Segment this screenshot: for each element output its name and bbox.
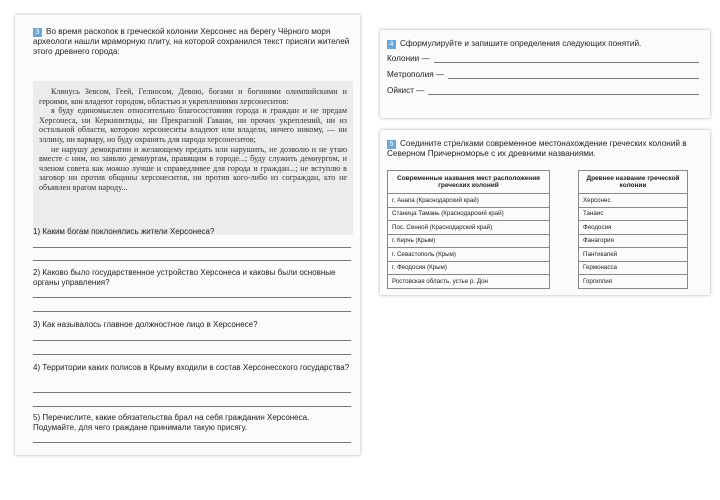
oath-paragraph-1: Клянусь Зевсом, Геей, Гелиосом, Девою, богами и богинями олимпийскими и героями, кои владеют городом, областью и укреплениями херсонеситов: [39,87,347,106]
ancient-names-table [578,170,688,289]
definition-row-metropolis[interactable] [387,70,699,79]
ancient-name-cell[interactable]: Фанагория [579,234,688,248]
ancient-name-cell[interactable]: Пантикапей [579,248,688,262]
answer-line[interactable] [33,297,351,298]
task-5-instruction [387,139,702,159]
ancient-name-cell[interactable]: Феодосия [579,221,688,235]
task-5-instruction-text: Соедините стрелками современное местонахождение греческих колоний в Северном Причерноморье с их древними названиями. [387,139,687,158]
answer-line[interactable] [33,392,351,393]
worksheet-page-task-4 [380,30,710,118]
ancient-name-cell[interactable]: Херсонес [579,194,688,208]
definition-row-colonies[interactable] [387,54,699,63]
answer-line[interactable] [428,86,699,95]
answer-line[interactable] [33,260,351,261]
oath-paragraph-3: не нарушу демократии и желающему предать или нарушить, не дозволю и не утаю вместе с ним, но заявлю демиургам, правящим в городе...; буду служить демиургом, и членом совета как можно лучше и справедливее для города и граждан...; не вступлю в заговор ни против общины херсонеситов, ни против кого-либо из сограждан, кто не объявлен врагом народу... [39,144,347,192]
term-label: Ойкист — [387,86,425,95]
worksheet-page-task-5 [380,130,710,295]
modern-location-cell[interactable]: г. Анапа (Краснодарский край) [388,194,550,208]
task-4-instruction [387,39,702,49]
answer-line[interactable] [33,442,351,443]
task-3-intro [33,27,355,57]
task-5-number: 5 [387,140,396,149]
oath-text-box [33,81,353,235]
oath-paragraph-2: я буду единомыслен относительно благосостояния города и граждан и не предам Херсонеса, ни Керкинитиды, ни Прекрасной Гавани, ни прочих укреплений, ни из остальной области, которою херсонеситы владеют или владели, ничего никому, — ни эллину, ни варвару, но буду охранять для народа херсонеситов; [39,106,347,144]
question-5: 5) Перечислите, какие обязательства брал на себя гражданин Херсонеса. Подумайте, для чего граждане принимали такую присягу. [33,413,310,432]
question-4: 4) Территории каких полисов в Крыму входили в состав Херсонесского государства? [33,363,350,372]
worksheet-page-task-3 [15,15,360,455]
question-2: 2) Каково было государственное устройство Херсонеса и каковы были основные органы управления? [33,268,336,287]
modern-location-cell[interactable]: г. Феодосия (Крым) [388,261,550,275]
term-label: Метрополия — [387,70,445,79]
ancient-name-cell[interactable]: Танаис [579,207,688,221]
answer-line[interactable] [33,340,351,341]
task-4-number: 4 [387,40,396,49]
definition-row-oikist[interactable] [387,86,699,95]
answer-line[interactable] [33,354,351,355]
modern-location-cell[interactable]: Пос. Сенной (Краснодарский край) [388,221,550,235]
answer-line[interactable] [33,406,351,407]
answer-line[interactable] [33,311,351,312]
ancient-name-cell[interactable]: Горгиппия [579,275,688,289]
modern-location-cell[interactable]: Станица Тамань (Краснодарский край) [388,207,550,221]
task-3-number: 3 [33,28,42,37]
ancient-name-cell[interactable]: Гермонасса [579,261,688,275]
ancient-names-header: Древнее название греческой колонии [579,171,688,194]
answer-line[interactable] [33,247,351,248]
modern-locations-table [387,170,550,289]
answer-line[interactable] [448,70,699,79]
modern-location-cell[interactable]: г. Керчь (Крым) [388,234,550,248]
answer-line[interactable] [434,54,699,63]
term-label: Колонии — [387,54,430,63]
question-1: 1) Каким богам поклонялись жители Херсонеса? [33,227,215,236]
modern-location-cell[interactable]: г. Севастополь (Крым) [388,248,550,262]
task-3-intro-text: Во время раскопок в греческой колонии Херсонес на берегу Чёрного моря археологи нашли мраморную плиту, на которой сохранился текст присяги жителей этого древнего города: [33,27,350,56]
modern-location-cell[interactable]: Ростовская область, устье р. Дон [388,275,550,289]
task-4-instruction-text: Сформулируйте и запишите определения следующих понятий. [400,39,642,48]
modern-locations-header: Современные названия мест расположения греческих колоний [388,171,550,194]
question-3: 3) Как называлось главное должностное лицо в Херсонесе? [33,320,258,329]
